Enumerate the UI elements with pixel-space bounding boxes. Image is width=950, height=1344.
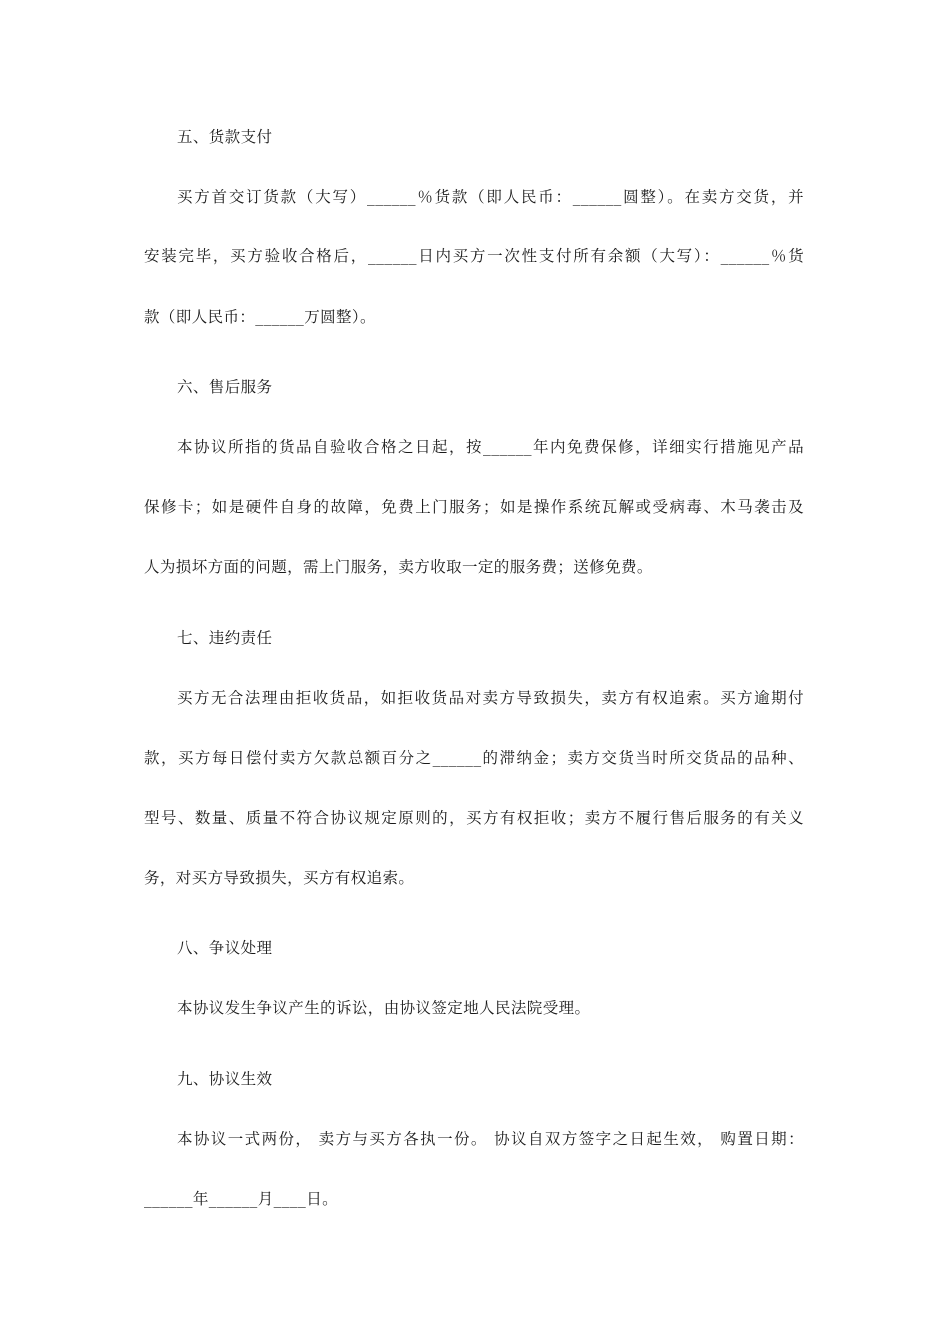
paragraph-line: 本协议所指的货品自验收合格之日起，按______年内免费保修，详细实行措施见产品 [177,438,804,456]
paragraph-line: 本协议发生争议产生的诉讼，由协议签定地人民法院受理。 [177,999,591,1017]
section-heading: 九、协议生效 [177,1070,273,1088]
paragraph-line: 买方首交订货款（大写）______％货款（即人民币：______圆整）。在卖方交货，并 [177,188,804,206]
paragraph-line: 型号、数量、质量不符合协议规定原则的，买方有权拒收；卖方不履行售后服务的有关义 [144,809,804,827]
date-line: ______年______月____日。 [144,1190,339,1208]
paragraph-line: 款，买方每日偿付卖方欠款总额百分之______的滞纳金；卖方交货当时所交货品的品种、 [144,749,804,767]
section-heading: 八、争议处理 [177,939,273,957]
paragraph-line: 安装完毕，买方验收合格后，______日内买方一次性支付所有余额（大写）：______％货 [144,247,804,265]
paragraph-line: 款（即人民币：______万圆整）。 [144,308,376,326]
paragraph-line: 人为损坏方面的问题，需上门服务，卖方收取一定的服务费；送修免费。 [144,558,653,576]
section-heading: 七、违约责任 [177,629,273,647]
paragraph-line: 本协议一式两份， 卖方与买方各执一份。 协议自双方签字之日起生效， 购置日期： [177,1130,804,1148]
paragraph-line: 买方无合法理由拒收货品，如拒收货品对卖方导致损失，卖方有权追索。买方逾期付 [177,689,804,707]
section-heading: 六、售后服务 [177,378,273,396]
paragraph-line: 务，对买方导致损失，买方有权追索。 [144,869,415,887]
section-heading: 五、货款支付 [177,128,273,146]
paragraph-line: 保修卡；如是硬件自身的故障，免费上门服务；如是操作系统瓦解或受病毒、木马袭击及 [144,498,804,516]
